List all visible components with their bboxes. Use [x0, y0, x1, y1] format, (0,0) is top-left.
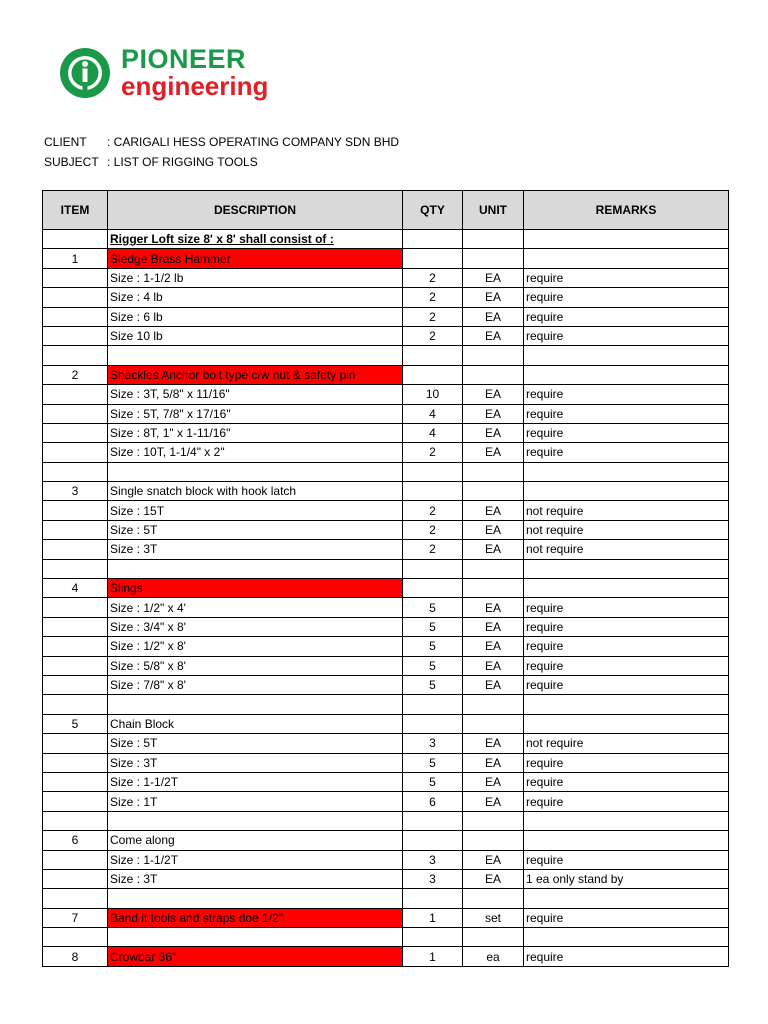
client-label: CLIENT	[44, 135, 87, 149]
table-row	[43, 714, 729, 733]
cell-qty: 5	[403, 656, 463, 675]
cell-qty: 2	[403, 288, 463, 307]
cell-qty: 5	[403, 598, 463, 617]
cell-remarks: require	[524, 326, 729, 345]
table-row	[43, 404, 729, 423]
cell-description: Size : 5T	[108, 734, 403, 753]
table-row	[43, 675, 729, 694]
table-row	[43, 656, 729, 675]
cell-description	[108, 811, 403, 830]
table-row	[43, 268, 729, 287]
cell-qty: 2	[403, 268, 463, 287]
cell-qty: 5	[403, 637, 463, 656]
cell-qty: 10	[403, 385, 463, 404]
cell-qty	[403, 695, 463, 714]
table-row	[43, 520, 729, 539]
cell-description: Size : 3/4" x 8'	[108, 617, 403, 636]
cell-unit: EA	[463, 307, 524, 326]
table-row	[43, 772, 729, 791]
cell-remarks: require	[524, 268, 729, 287]
cell-item	[43, 288, 108, 307]
cell-item: 4	[43, 579, 108, 598]
table-row	[43, 850, 729, 869]
cell-unit: EA	[463, 850, 524, 869]
cell-remarks: require	[524, 850, 729, 869]
cell-qty: 3	[403, 869, 463, 888]
cell-description	[108, 559, 403, 578]
cell-remarks: require	[524, 753, 729, 772]
cell-remarks: require	[524, 908, 729, 927]
cell-remarks: require	[524, 656, 729, 675]
header-qty: QTY	[403, 191, 463, 230]
cell-qty	[403, 579, 463, 598]
cell-item: 6	[43, 831, 108, 850]
table-row	[43, 230, 729, 249]
cell-item: 2	[43, 365, 108, 384]
cell-description: Size : 7/8" x 8'	[108, 675, 403, 694]
cell-remarks: require	[524, 637, 729, 656]
brand-name: PIONEER	[121, 44, 247, 74]
cell-description	[108, 889, 403, 908]
header-item: ITEM	[43, 191, 108, 230]
table-row	[43, 947, 729, 966]
table-row	[43, 908, 729, 927]
table-row	[43, 637, 729, 656]
cell-unit	[463, 365, 524, 384]
cell-qty: 1	[403, 947, 463, 966]
table-row	[43, 579, 729, 598]
cell-unit: EA	[463, 772, 524, 791]
cell-item	[43, 617, 108, 636]
cell-item	[43, 656, 108, 675]
cell-description: Size : 1-1/2T	[108, 772, 403, 791]
cell-description: Size : 6 lb	[108, 307, 403, 326]
cell-unit: EA	[463, 501, 524, 520]
cell-description: Size : 1/2" x 4'	[108, 598, 403, 617]
table-row	[43, 288, 729, 307]
cell-item	[43, 675, 108, 694]
table-row	[43, 385, 729, 404]
cell-remarks	[524, 889, 729, 908]
cell-item	[43, 520, 108, 539]
cell-unit	[463, 559, 524, 578]
cell-item: 8	[43, 947, 108, 966]
cell-qty	[403, 811, 463, 830]
cell-description: Size 10 lb	[108, 326, 403, 345]
cell-unit	[463, 579, 524, 598]
subject-value: : LIST OF RIGGING TOOLS	[107, 155, 258, 169]
cell-description: Size : 1/2" x 8'	[108, 637, 403, 656]
cell-unit	[463, 346, 524, 365]
cell-qty: 4	[403, 423, 463, 442]
cell-remarks: not require	[524, 520, 729, 539]
cell-qty: 2	[403, 326, 463, 345]
cell-item	[43, 559, 108, 578]
table-row	[43, 462, 729, 481]
cell-description: Size : 5/8" x 8'	[108, 656, 403, 675]
cell-item	[43, 307, 108, 326]
cell-qty	[403, 365, 463, 384]
cell-remarks	[524, 714, 729, 733]
cell-item	[43, 423, 108, 442]
cell-item	[43, 772, 108, 791]
cell-remarks	[524, 249, 729, 268]
cell-description: Size : 4 lb	[108, 288, 403, 307]
cell-unit	[463, 714, 524, 733]
table-row	[43, 695, 729, 714]
cell-item	[43, 850, 108, 869]
pioneer-logo-mark-icon	[58, 46, 112, 100]
table-row	[43, 753, 729, 772]
cell-description: Size : 10T, 1-1/4" x 2"	[108, 443, 403, 462]
cell-qty	[403, 889, 463, 908]
cell-unit	[463, 249, 524, 268]
cell-description: Size : 1-1/2 lb	[108, 268, 403, 287]
cell-unit: EA	[463, 675, 524, 694]
cell-item	[43, 637, 108, 656]
table-row	[43, 443, 729, 462]
cell-description: Size : 15T	[108, 501, 403, 520]
table-row	[43, 598, 729, 617]
cell-unit: EA	[463, 443, 524, 462]
cell-remarks	[524, 365, 729, 384]
cell-description: Crowbar 36"	[108, 947, 403, 966]
cell-description: Single snatch block with hook latch	[108, 482, 403, 501]
table-header-row	[43, 191, 729, 230]
cell-unit	[463, 695, 524, 714]
table-row	[43, 734, 729, 753]
cell-item	[43, 443, 108, 462]
cell-remarks: require	[524, 288, 729, 307]
cell-unit: EA	[463, 637, 524, 656]
cell-qty: 5	[403, 617, 463, 636]
cell-description: Sledge Brass Hammer	[108, 249, 403, 268]
cell-remarks	[524, 831, 729, 850]
cell-qty: 3	[403, 850, 463, 869]
cell-remarks	[524, 346, 729, 365]
cell-remarks: require	[524, 404, 729, 423]
cell-unit: EA	[463, 656, 524, 675]
cell-description: Size : 3T	[108, 753, 403, 772]
cell-unit	[463, 230, 524, 249]
cell-qty	[403, 482, 463, 501]
cell-item	[43, 928, 108, 947]
cell-item	[43, 869, 108, 888]
cell-remarks	[524, 695, 729, 714]
rigging-tools-table	[42, 190, 729, 967]
table-row	[43, 889, 729, 908]
cell-qty: 6	[403, 792, 463, 811]
cell-qty: 4	[403, 404, 463, 423]
cell-remarks	[524, 482, 729, 501]
cell-qty	[403, 559, 463, 578]
cell-item	[43, 462, 108, 481]
cell-unit: EA	[463, 617, 524, 636]
table-row	[43, 811, 729, 830]
cell-description: Band it tools and straps doe 1/2"	[108, 908, 403, 927]
cell-item: 3	[43, 482, 108, 501]
cell-qty: 5	[403, 753, 463, 772]
header-unit: UNIT	[463, 191, 524, 230]
cell-unit: EA	[463, 268, 524, 287]
cell-description: Size : 5T	[108, 520, 403, 539]
cell-remarks: require	[524, 423, 729, 442]
cell-unit: EA	[463, 598, 524, 617]
cell-qty: 2	[403, 443, 463, 462]
cell-remarks: require	[524, 385, 729, 404]
header-description: DESCRIPTION	[108, 191, 403, 230]
cell-item	[43, 753, 108, 772]
cell-remarks: require	[524, 675, 729, 694]
cell-item: 5	[43, 714, 108, 733]
cell-remarks: 1 ea only stand by	[524, 869, 729, 888]
table-row	[43, 346, 729, 365]
cell-remarks: not require	[524, 540, 729, 559]
table-row	[43, 792, 729, 811]
cell-item	[43, 346, 108, 365]
table-row	[43, 831, 729, 850]
cell-unit: EA	[463, 792, 524, 811]
cell-remarks: require	[524, 617, 729, 636]
cell-description	[108, 346, 403, 365]
cell-qty: 5	[403, 675, 463, 694]
cell-remarks	[524, 579, 729, 598]
cell-description: Shackles Anchor bolt type c/w nut & safety pin	[108, 365, 403, 384]
client-value: : CARIGALI HESS OPERATING COMPANY SDN BHD	[107, 135, 400, 149]
cell-description	[108, 928, 403, 947]
table-row	[43, 326, 729, 345]
cell-unit: EA	[463, 404, 524, 423]
cell-remarks: require	[524, 598, 729, 617]
cell-item: 1	[43, 249, 108, 268]
cell-description: Size : 3T	[108, 869, 403, 888]
cell-item	[43, 695, 108, 714]
table-row	[43, 307, 729, 326]
cell-unit	[463, 811, 524, 830]
cell-qty	[403, 831, 463, 850]
cell-remarks	[524, 928, 729, 947]
cell-item	[43, 792, 108, 811]
brand-subtitle: engineering	[121, 71, 269, 101]
table-row	[43, 365, 729, 384]
cell-qty: 2	[403, 520, 463, 539]
cell-qty	[403, 346, 463, 365]
cell-unit	[463, 482, 524, 501]
table-row	[43, 249, 729, 268]
subject-label: SUBJECT	[44, 155, 99, 169]
cell-unit	[463, 462, 524, 481]
cell-description: Size : 3T	[108, 540, 403, 559]
cell-qty: 3	[403, 734, 463, 753]
cell-item	[43, 734, 108, 753]
cell-item: 7	[43, 908, 108, 927]
cell-item	[43, 385, 108, 404]
cell-qty: 2	[403, 307, 463, 326]
subject-line	[44, 155, 258, 169]
cell-remarks: require	[524, 307, 729, 326]
cell-item	[43, 326, 108, 345]
table-row	[43, 869, 729, 888]
cell-unit: EA	[463, 288, 524, 307]
cell-description: Size : 5T, 7/8" x 17/16"	[108, 404, 403, 423]
cell-qty	[403, 928, 463, 947]
cell-unit: EA	[463, 734, 524, 753]
cell-qty: 2	[403, 540, 463, 559]
cell-unit: EA	[463, 869, 524, 888]
table-row	[43, 501, 729, 520]
table-row	[43, 559, 729, 578]
cell-unit	[463, 928, 524, 947]
cell-item	[43, 598, 108, 617]
cell-qty	[403, 462, 463, 481]
cell-remarks: require	[524, 947, 729, 966]
cell-qty: 5	[403, 772, 463, 791]
company-logo	[58, 44, 288, 104]
cell-description: Rigger Loft size 8' x 8' shall consist of :	[108, 230, 403, 249]
cell-description	[108, 695, 403, 714]
cell-item	[43, 540, 108, 559]
client-line	[44, 135, 399, 149]
cell-unit	[463, 831, 524, 850]
cell-unit: ea	[463, 947, 524, 966]
cell-qty	[403, 714, 463, 733]
cell-description: Size : 3T, 5/8" x 11/16"	[108, 385, 403, 404]
cell-unit: EA	[463, 423, 524, 442]
cell-remarks: require	[524, 792, 729, 811]
cell-item	[43, 268, 108, 287]
table-row	[43, 617, 729, 636]
cell-unit	[463, 889, 524, 908]
cell-unit: EA	[463, 520, 524, 539]
cell-remarks: not require	[524, 501, 729, 520]
cell-unit: EA	[463, 385, 524, 404]
cell-qty	[403, 230, 463, 249]
cell-remarks	[524, 811, 729, 830]
cell-description: Size : 1-1/2T	[108, 850, 403, 869]
table-row	[43, 928, 729, 947]
table-body	[43, 230, 729, 967]
cell-remarks	[524, 230, 729, 249]
cell-qty: 1	[403, 908, 463, 927]
cell-description: Slings	[108, 579, 403, 598]
cell-description: Size : 8T, 1" x 1-11/16"	[108, 423, 403, 442]
cell-unit: set	[463, 908, 524, 927]
table-row	[43, 540, 729, 559]
cell-remarks	[524, 559, 729, 578]
cell-remarks: require	[524, 772, 729, 791]
cell-qty	[403, 249, 463, 268]
cell-item	[43, 230, 108, 249]
cell-unit: EA	[463, 326, 524, 345]
cell-remarks	[524, 462, 729, 481]
cell-description: Chain Block	[108, 714, 403, 733]
cell-remarks: not require	[524, 734, 729, 753]
table-row	[43, 482, 729, 501]
cell-unit: EA	[463, 753, 524, 772]
cell-item	[43, 501, 108, 520]
cell-item	[43, 811, 108, 830]
cell-item	[43, 404, 108, 423]
cell-item	[43, 889, 108, 908]
cell-description: Size : 1T	[108, 792, 403, 811]
cell-unit: EA	[463, 540, 524, 559]
cell-remarks: require	[524, 443, 729, 462]
cell-description	[108, 462, 403, 481]
table-row	[43, 423, 729, 442]
cell-qty: 2	[403, 501, 463, 520]
cell-description: Come along	[108, 831, 403, 850]
header-remarks: REMARKS	[524, 191, 729, 230]
